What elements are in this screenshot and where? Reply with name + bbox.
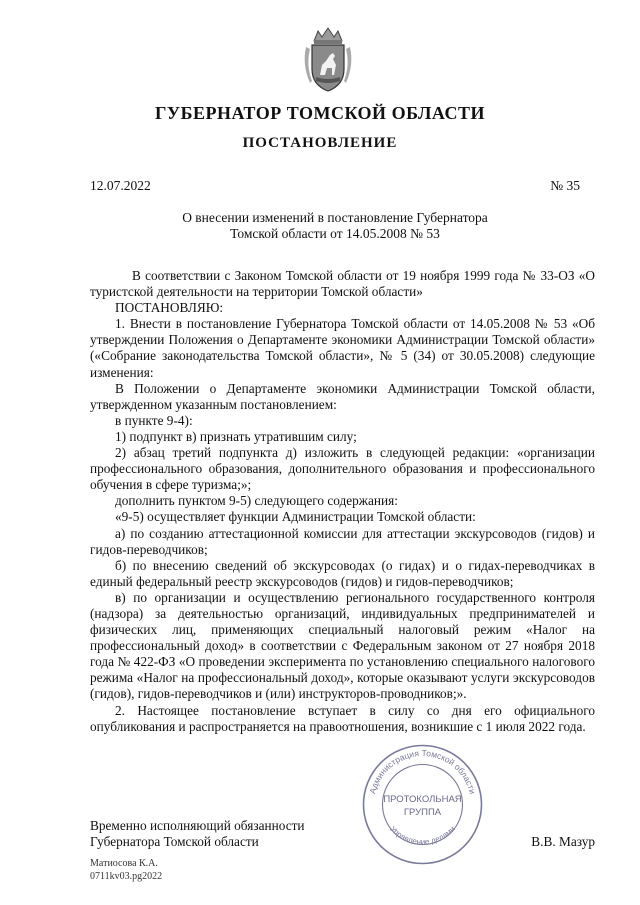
paragraph: 2) абзац третий подпункта д) изложить в следующей редакции: «организации профессионального образования, дополнительного образования и профессионального обучения в сфере туризма;»;: [90, 445, 595, 493]
tomsk-coat-of-arms-icon: [300, 25, 356, 95]
document-number: № 35: [550, 178, 580, 193]
paragraph: 1. Внести в постановление Губернатора Томской области от 14.05.2008 № 53 «Об утверждении Положения о Департаменте экономики Администрации Томской области» («Собрание законодательства Томской области», № 5 (34) от 30.05.2008) следующие изменения:: [90, 316, 595, 380]
signatory-title: [90, 818, 305, 850]
paragraph: в) по организации и осуществлению регионального государственного контроля (надзора) за деятельностью организаций, индивидуальных предпринимателей и физических лиц, применяющих специальный налоговый режим «Налог на профессиональный доход» в соответствии с Федеральным законом от 27 ноября 2018 года № 422-ФЗ «О проведении эксперимента по установлению специального налогового режима «Налог на профессиональный доход», которые оказывают услуги экскурсоводов (гидов), гидов-переводчиков и (или) инструкторов-проводников;».: [90, 589, 595, 702]
document-body: [90, 268, 595, 735]
round-stamp-icon: [360, 742, 485, 867]
paragraph: 1) подпункт в) признать утратившим силу;: [115, 428, 357, 444]
paragraph: В Положении о Департаменте экономики Администрации Томской области, утвержденном указанным постановлением:: [90, 380, 595, 412]
footer-file-code: 0711kv03.pg2022: [90, 871, 163, 882]
document-footer: [90, 857, 162, 883]
signatory-title-line: Временно исполняющий обязанности: [90, 818, 305, 833]
paragraph: в пункте 9-4):: [115, 412, 193, 428]
footer-author: Матиосова К.А.: [90, 858, 158, 869]
paragraph: «9-5) осуществляет функции Администрации Томской области:: [115, 509, 476, 525]
issuing-authority: ГУБЕРНАТОР ТОМСКОЙ ОБЛАСТИ: [154, 103, 486, 123]
document-type: ПОСТАНОВЛЕНИЕ: [242, 135, 398, 151]
subject-line: Томской области от 14.05.2008 № 53: [230, 226, 440, 241]
paragraph: 2. Настоящее постановление вступает в силу со дня его официального опубликования и распространяется на правоотношения, возникшие с 1 июля 2022 года.: [90, 702, 595, 734]
stamp-ring-top: Администрация Томской области: [367, 747, 478, 795]
paragraph: б) по внесению сведений об экскурсоводах (о гидах) и о гидах-переводчиках в единый федеральный реестр экскурсоводов (гидов) и гидов-переводчиков;: [90, 557, 595, 589]
paragraph-decree: ПОСТАНОВЛЯЮ:: [115, 300, 224, 316]
stamp-center-line: ГРУППА: [403, 807, 442, 818]
signatory-name: В.В. Мазур: [531, 834, 595, 849]
stamp-center-line: ПРОТОКОЛЬНАЯ: [383, 794, 462, 805]
subject-line: О внесении изменений в постановление Губернатора: [182, 210, 488, 225]
paragraph: В соответствии с Законом Томской области от 19 ноября 1999 года № 33-ОЗ «О туристской деятельности на территории Томской области»: [90, 268, 595, 300]
document-date: 12.07.2022: [90, 178, 151, 193]
paragraph: а) по созданию аттестационной комиссии для аттестации экскурсоводов (гидов) и гидов-переводчиков;: [90, 525, 595, 557]
document-subject: [90, 210, 580, 242]
paragraph: дополнить пунктом 9-5) следующего содержания:: [115, 493, 398, 509]
stamp-ring-bottom: Управление делами: [388, 824, 457, 847]
signatory-title-line: Губернатора Томской области: [90, 834, 259, 849]
